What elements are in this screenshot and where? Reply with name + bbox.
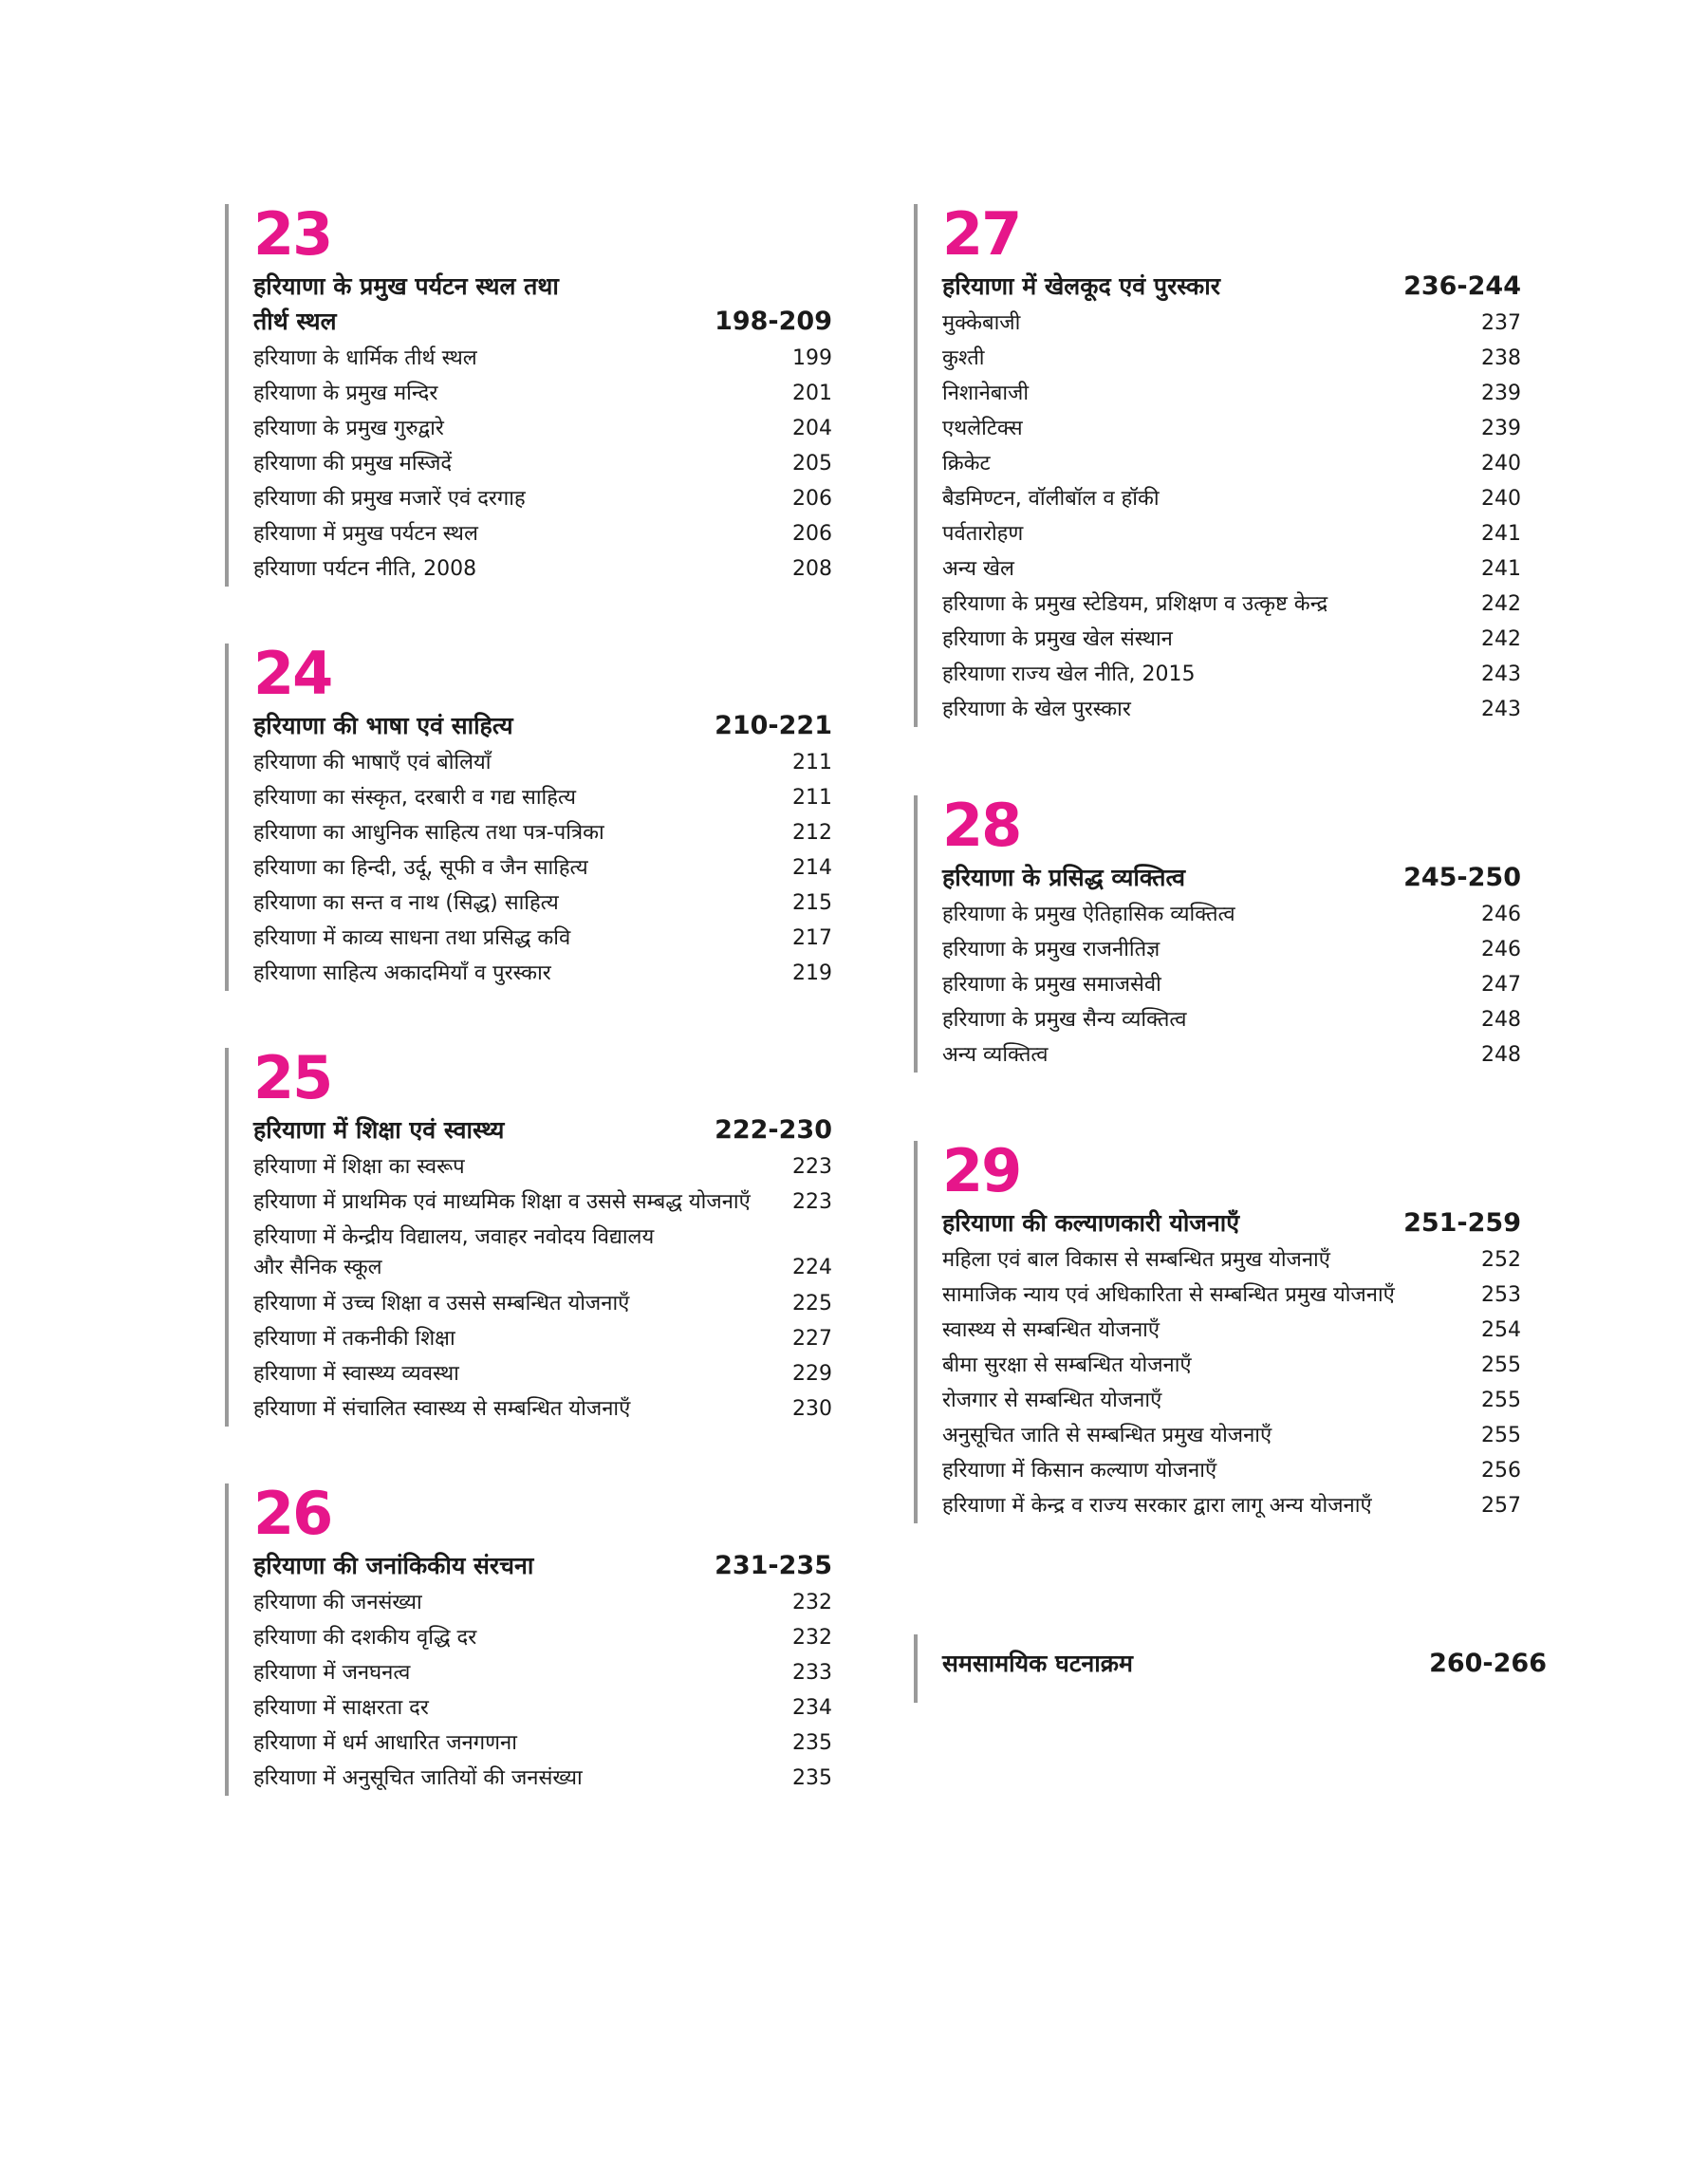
toc-entry <box>253 780 832 815</box>
entry-label: एथलेटिक्स <box>942 417 1023 440</box>
entry-page: 248 <box>1481 1008 1521 1032</box>
entry-label: निशानेबाजी <box>942 382 1030 405</box>
chapter-title-row <box>942 269 1521 304</box>
toc-entry <box>942 1418 1521 1453</box>
toc-entry <box>253 921 832 956</box>
entry-label: अनुसूचित जाति से सम्बन्धित प्रमुख योजनाएँ <box>942 1424 1272 1447</box>
entry-page: 229 <box>792 1362 832 1386</box>
toc-entry <box>253 516 832 551</box>
entry-page: 215 <box>792 891 832 915</box>
entry-page: 232 <box>792 1591 832 1614</box>
entry-page: 230 <box>792 1397 832 1421</box>
entry-page: 206 <box>792 487 832 511</box>
entry-label: हरियाणा के खेल पुरस्कार <box>942 698 1131 721</box>
chapter-pages: 231-235 <box>715 1551 832 1580</box>
entry-label: हरियाणा के प्रमुख समाजसेवी <box>942 973 1161 997</box>
entry-label: हरियाणा की दशकीय वृद्धि दर <box>253 1626 477 1650</box>
entry-page: 208 <box>792 557 832 581</box>
toc-entry <box>942 1002 1521 1037</box>
entry-label: हरियाणा का संस्कृत, दरबारी व गद्य साहित्य <box>253 786 577 810</box>
entry-label: महिला एवं बाल विकास से सम्बन्धित प्रमुख योजनाएँ <box>942 1248 1330 1272</box>
entry-label: हरियाणा का आधुनिक साहित्य तथा पत्र-पत्रिका <box>253 821 604 845</box>
toc-entry <box>253 341 832 376</box>
entry-page: 206 <box>792 522 832 546</box>
entry-page: 223 <box>792 1155 832 1179</box>
entry-page: 242 <box>1481 627 1521 651</box>
entry-page: 253 <box>1481 1283 1521 1307</box>
entry-label: हरियाणा के प्रमुख मन्दिर <box>253 382 438 405</box>
entry-list <box>942 897 1521 1073</box>
entry-label: हरियाणा के प्रमुख खेल संस्थान <box>942 627 1173 651</box>
entry-page: 205 <box>792 452 832 476</box>
toc-entry <box>253 956 832 991</box>
entry-label: हरियाणा में केन्द्रीय विद्यालय, जवाहर नवोदय विद्यालय और सैनिक स्कूल <box>253 1225 655 1279</box>
entry-page: 224 <box>792 1256 832 1279</box>
entry-label: हरियाणा में तकनीकी शिक्षा <box>253 1327 455 1351</box>
entry-page: 199 <box>792 346 832 370</box>
toc-entry <box>942 551 1521 587</box>
toc-entry <box>942 481 1521 516</box>
chapter-title: हरियाणा में खेलकूद एवं पुरस्कार <box>942 272 1220 300</box>
section-bar <box>225 1483 229 1796</box>
toc-entry <box>942 411 1521 446</box>
entry-page: 212 <box>792 821 832 845</box>
toc-entry <box>942 1313 1521 1348</box>
chapter-section <box>914 1136 1521 1523</box>
entry-page: 232 <box>792 1626 832 1650</box>
entry-label: हरियाणा में किसान कल्याण योजनाएँ <box>942 1459 1217 1483</box>
entry-label: रोजगार से सम्बन्धित योजनाएँ <box>942 1389 1162 1412</box>
toc-entry <box>942 446 1521 481</box>
chapter-section <box>914 199 1521 727</box>
toc-entry <box>253 1620 832 1655</box>
section-bar <box>914 1141 918 1523</box>
chapter-section <box>225 199 832 587</box>
entry-page: 239 <box>1481 382 1521 405</box>
toc-entry <box>253 1391 832 1427</box>
entry-page: 243 <box>1481 698 1521 721</box>
section-bar <box>225 644 229 991</box>
section-bar <box>225 204 229 587</box>
entry-page: 233 <box>792 1661 832 1685</box>
toc-entry <box>253 411 832 446</box>
right-column <box>914 199 1521 1523</box>
chapter-title-row <box>942 1205 1521 1241</box>
entry-page: 255 <box>1481 1353 1521 1377</box>
current-affairs-section <box>914 1634 1547 1703</box>
toc-entry <box>942 1488 1521 1523</box>
entry-page: 214 <box>792 856 832 880</box>
chapter-title: हरियाणा के प्रसिद्ध व्यक्तित्व <box>942 864 1186 891</box>
entry-label: हरियाणा में साक्षरता दर <box>253 1696 429 1720</box>
chapter-pages: 251-259 <box>1403 1208 1521 1238</box>
toc-entry <box>942 932 1521 967</box>
chapter-title-row <box>253 1112 832 1147</box>
chapter-section <box>914 791 1521 1073</box>
toc-entry <box>253 1585 832 1620</box>
entry-page: 234 <box>792 1696 832 1720</box>
chapter-title: हरियाणा के प्रमुख पर्यटन स्थल तथा तीर्थ स्थल <box>253 272 559 335</box>
entry-label: हरियाणा की जनसंख्या <box>253 1591 422 1614</box>
left-column <box>225 199 832 1796</box>
entry-label: हरियाणा का सन्त व नाथ (सिद्ध) साहित्य <box>253 891 559 915</box>
entry-label: हरियाणा पर्यटन नीति, 2008 <box>253 557 477 581</box>
toc-entry <box>253 1356 832 1391</box>
toc-entry <box>942 1453 1521 1488</box>
entry-label: हरियाणा की प्रमुख मजारें एवं दरगाह <box>253 487 526 511</box>
entry-page: 227 <box>792 1327 832 1351</box>
toc-entry <box>942 897 1521 932</box>
current-affairs-pages: 260-266 <box>1429 1649 1547 1678</box>
entry-page: 243 <box>1481 662 1521 686</box>
toc-entry <box>942 1278 1521 1313</box>
entry-page: 235 <box>792 1766 832 1790</box>
toc-entry <box>253 446 832 481</box>
entry-label: हरियाणा के प्रमुख ऐतिहासिक व्यक्तित्व <box>942 903 1235 926</box>
chapter-pages: 222-230 <box>715 1115 832 1145</box>
current-affairs-row <box>942 1634 1547 1681</box>
toc-entry <box>942 1037 1521 1073</box>
entry-label: हरियाणा के प्रमुख गुरुद्वारे <box>253 417 444 440</box>
entry-page: 254 <box>1481 1318 1521 1342</box>
chapter-pages: 236-244 <box>1403 271 1521 301</box>
toc-entry <box>253 1220 832 1286</box>
entry-page: 239 <box>1481 417 1521 440</box>
entry-label: हरियाणा के प्रमुख स्टेडियम, प्रशिक्षण व उत्कृष्ट केन्द्र <box>942 592 1328 616</box>
chapter-title-row <box>253 269 832 339</box>
entry-list <box>253 1149 832 1427</box>
toc-entry <box>253 1655 832 1690</box>
entry-page: 219 <box>792 961 832 985</box>
section-bar <box>914 204 918 727</box>
chapter-number: 27 <box>942 199 1021 269</box>
entry-page: 247 <box>1481 973 1521 997</box>
entry-label: स्वास्थ्य से सम्बन्धित योजनाएँ <box>942 1318 1160 1342</box>
entry-page: 252 <box>1481 1248 1521 1272</box>
entry-list <box>253 745 832 991</box>
toc-entry <box>253 481 832 516</box>
current-affairs-title: समसामयिक घटनाक्रम <box>942 1650 1133 1677</box>
toc-entry <box>942 587 1521 622</box>
entry-label: मुक्केबाजी <box>942 311 1021 335</box>
toc-entry <box>253 886 832 921</box>
entry-page: 225 <box>792 1292 832 1315</box>
toc-entry <box>253 745 832 780</box>
entry-label: हरियाणा में धर्म आधारित जनगणना <box>253 1731 517 1755</box>
entry-page: 257 <box>1481 1494 1521 1518</box>
entry-label: हरियाणा में शिक्षा का स्वरूप <box>253 1155 465 1179</box>
chapter-section <box>225 639 832 991</box>
toc-entry <box>253 1726 832 1761</box>
chapter-title: हरियाणा की जनांकिकीय संरचना <box>253 1552 534 1579</box>
entry-page: 255 <box>1481 1424 1521 1447</box>
section-bar <box>914 795 918 1073</box>
entry-label: बैडमिण्टन, वॉलीबॉल व हॉकी <box>942 487 1160 511</box>
chapter-section <box>225 1043 832 1427</box>
entry-label: पर्वतारोहण <box>942 522 1024 546</box>
entry-page: 246 <box>1481 903 1521 926</box>
entry-page: 246 <box>1481 938 1521 961</box>
entry-list <box>253 341 832 587</box>
entry-label: हरियाणा के प्रमुख राजनीतिज्ञ <box>942 938 1160 961</box>
entry-label: हरियाणा राज्य खेल नीति, 2015 <box>942 662 1196 686</box>
entry-label: हरियाणा साहित्य अकादमियाँ व पुरस्कार <box>253 961 551 985</box>
entry-page: 237 <box>1481 311 1521 335</box>
entry-label: हरियाणा की भाषाएँ एवं बोलियाँ <box>253 751 492 774</box>
chapter-number: 23 <box>253 199 332 269</box>
entry-label: बीमा सुरक्षा से सम्बन्धित योजनाएँ <box>942 1353 1192 1377</box>
chapter-number: 24 <box>253 639 332 708</box>
entry-page: 256 <box>1481 1459 1521 1483</box>
entry-label: हरियाणा के धार्मिक तीर्थ स्थल <box>253 346 477 370</box>
entry-list <box>253 1585 832 1796</box>
entry-label: हरियाणा में संचालित स्वास्थ्य से सम्बन्धित योजनाएँ <box>253 1397 631 1421</box>
chapter-number: 26 <box>253 1479 332 1548</box>
chapter-pages: 210-221 <box>715 711 832 740</box>
toc-entry <box>942 967 1521 1002</box>
entry-page: 204 <box>792 417 832 440</box>
toc-entry <box>942 692 1521 727</box>
toc-entry <box>253 1761 832 1796</box>
entry-page: 255 <box>1481 1389 1521 1412</box>
entry-label: हरियाणा का हिन्दी, उर्दू, सूफी व जैन साहित्य <box>253 856 588 880</box>
entry-label: सामाजिक न्याय एवं अधिकारिता से सम्बन्धित प्रमुख योजनाएँ <box>942 1283 1395 1307</box>
entry-label: कुश्ती <box>942 346 985 370</box>
toc-entry <box>253 1690 832 1726</box>
toc-entry <box>942 1348 1521 1383</box>
entry-label: अन्य व्यक्तित्व <box>942 1043 1049 1067</box>
chapter-number: 28 <box>942 791 1021 860</box>
entry-page: 211 <box>792 786 832 810</box>
entry-label: हरियाणा में स्वास्थ्य व्यवस्था <box>253 1362 459 1386</box>
entry-list <box>942 1242 1521 1523</box>
toc-entry <box>942 1242 1521 1278</box>
entry-page: 223 <box>792 1190 832 1214</box>
entry-page: 241 <box>1481 557 1521 581</box>
toc-entry <box>253 1149 832 1185</box>
entry-page: 201 <box>792 382 832 405</box>
entry-label: हरियाणा में काव्य साधना तथा प्रसिद्ध कवि <box>253 926 571 950</box>
chapter-title-row <box>942 860 1521 895</box>
toc-entry <box>942 376 1521 411</box>
entry-label: हरियाणा के प्रमुख सैन्य व्यक्तित्व <box>942 1008 1187 1032</box>
entry-page: 242 <box>1481 592 1521 616</box>
toc-entry <box>253 1185 832 1220</box>
toc-entry <box>253 1321 832 1356</box>
chapter-title: हरियाणा में शिक्षा एवं स्वास्थ्य <box>253 1116 505 1144</box>
toc-entry <box>253 850 832 886</box>
chapter-pages: 198-209 <box>715 307 832 336</box>
entry-page: 240 <box>1481 452 1521 476</box>
toc-entry <box>253 815 832 850</box>
chapter-number: 25 <box>253 1043 332 1112</box>
chapter-number: 29 <box>942 1136 1021 1205</box>
entry-label: हरियाणा में प्राथमिक एवं माध्यमिक शिक्षा व उससे सम्बद्ध योजनाएँ <box>253 1190 751 1214</box>
entry-page: 241 <box>1481 522 1521 546</box>
chapter-section <box>225 1479 832 1796</box>
chapter-title-row <box>253 708 832 743</box>
chapter-title-row <box>253 1548 832 1583</box>
entry-label: हरियाणा में जनघनत्व <box>253 1661 411 1685</box>
section-bar <box>225 1048 229 1427</box>
entry-label: हरियाणा की प्रमुख मस्जिदें <box>253 452 453 476</box>
chapter-pages: 245-250 <box>1403 863 1521 892</box>
entry-label: हरियाणा में उच्च शिक्षा व उससे सम्बन्धित योजनाएँ <box>253 1292 630 1315</box>
section-bar <box>914 1634 918 1703</box>
toc-entry <box>942 622 1521 657</box>
toc-entry <box>253 376 832 411</box>
entry-label: क्रिकेट <box>942 452 991 476</box>
chapter-title: हरियाणा की भाषा एवं साहित्य <box>253 712 513 739</box>
entry-label: हरियाणा में अनुसूचित जातियों की जनसंख्या <box>253 1766 583 1790</box>
entry-page: 240 <box>1481 487 1521 511</box>
chapter-title: हरियाणा की कल्याणकारी योजनाएँ <box>942 1209 1240 1237</box>
toc-entry <box>942 657 1521 692</box>
entry-page: 238 <box>1481 346 1521 370</box>
toc-entry <box>253 1286 832 1321</box>
entry-page: 217 <box>792 926 832 950</box>
toc-entry <box>942 341 1521 376</box>
entry-label: हरियाणा में केन्द्र व राज्य सरकार द्वारा लागू अन्य योजनाएँ <box>942 1494 1372 1518</box>
toc-entry <box>942 306 1521 341</box>
toc-entry <box>253 551 832 587</box>
entry-label: हरियाणा में प्रमुख पर्यटन स्थल <box>253 522 478 546</box>
entry-label: अन्य खेल <box>942 557 1014 581</box>
entry-page: 248 <box>1481 1043 1521 1067</box>
entry-page: 235 <box>792 1731 832 1755</box>
toc-entry <box>942 516 1521 551</box>
toc-entry <box>942 1383 1521 1418</box>
entry-page: 211 <box>792 751 832 774</box>
entry-list <box>942 306 1521 727</box>
